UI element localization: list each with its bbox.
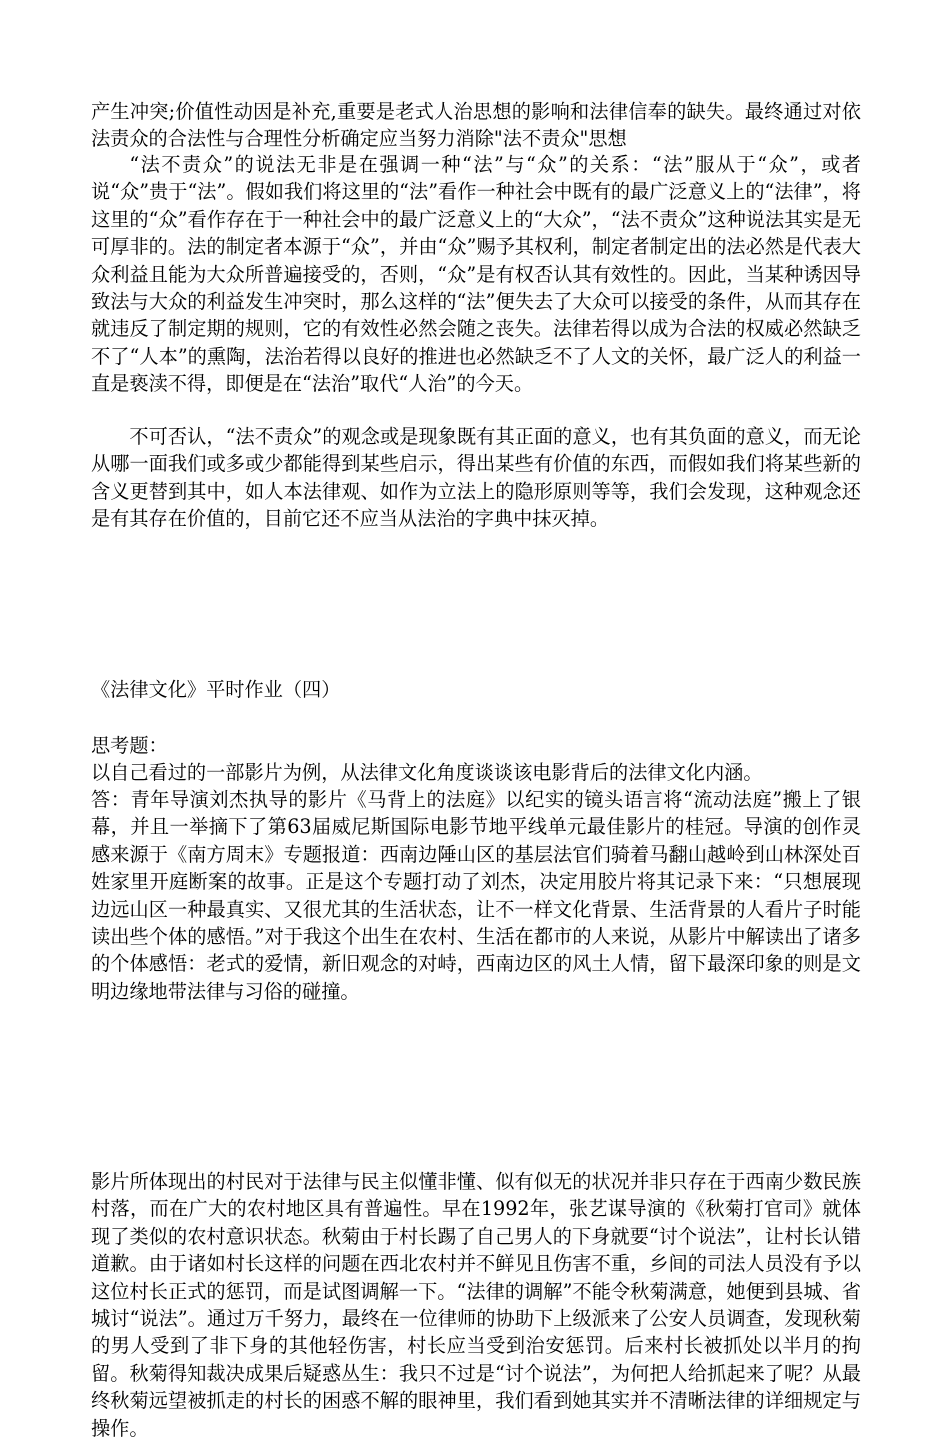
paragraph-conclusion: 不可否认，“法不责众”的观念或是现象既有其正面的意义，也有其负面的意义，而无论从哪一面我们或多或少都能得到某些启示，得出某些有价值的东西，而假如我们将某些新的含义更替到其中，如人本法律观、如作为立法上的隐形原则等等，我们会发现，这种观念还是有其存在价值的，目前它还不应当从法治的字典中抹灭掉。 (91, 425, 861, 531)
paragraph-qiuju-case: 影片所体现出的村民对于法律与民主似懂非懂、似有似无的状况并非只存在于西南少数民族村落，而在广大的农村地区具有普遍性。早在1992年，张艺谋导演的《秋菊打官司》就体现了类似的农村意识状态。秋菊由于村长踢了自己男人的下身就要“讨个说法”，让村长认错道歉。由于诸如村长这样的问题在西北农村并不鲜见且伤害不重，乡间的司法人员没有予以这位村长正式的惩罚，而是试图调解一下。“法律的调解”不能令秋菊满意，她便到县城、省城讨“说法”。通过万千努力，最终在一位律师的协助下上级派来了公安人员调查，发现秋菊的男人受到了非下身的其他轻伤害，村长应当受到治安惩罚。后来村长被抓处以半月的拘留。秋菊得知裁决成果后疑惑丛生：我只不过是“讨个说法”，为何把人给抓起来了呢？从最终秋菊远望被抓走的村长的困惑不解的眼神里，我们看到她其实并不清晰法律的详细规定与操作。 (91, 1170, 861, 1440)
intro-paragraph: 产生冲突;价值性动因是补充,重要是老式人治思想的影响和法律信奉的缺失。最终通过对依法责众的合法性与合理性分析确定应当努力消除"法不责众"思想 (91, 100, 861, 151)
question-text: 以自己看过的一部影片为例，从法律文化角度谈谈该电影背后的法律文化内涵。 (91, 761, 763, 784)
answer-paragraph: 答：青年导演刘杰执导的影片《马背上的法庭》以纪实的镜头语言将“流动法庭”搬上了银幕，并且一举摘下了第63届威尼斯国际电影节地平线单元最佳影片的桂冠。导演的创作灵感来源于《南方周末》专题报道：西南边陲山区的基层法官们骑着马翻山越岭到山林深处百姓家里开庭断案的故事。正是这个专题打动了刘杰，决定用胶片将其记录下来：“只想展现边远山区一种最真实、又很尤其的生活状态，让不一样文化背景、生活背景的人看片子时能读出些个体的感悟。”对于我这个出生在农村、生活在都市的人来说，从影片中解读出了诸多的个体感悟：老式的爱情，新旧观念的对峙，西南边区的风土人情，留下最深印象的则是文明边缘地带法律与习俗的碰撞。 (91, 788, 861, 1003)
assignment-heading: 《法律文化》平时作业（四） (91, 678, 341, 701)
paragraph-law-vs-masses: “法不责众”的说法无非是在强调一种“法”与“众”的关系：“法”服从于“众”，或者说“众”贵于“法”。假如我们将这里的“法”看作一种社会中既有的最广泛意义上的“法律”，将这里的“众”看作存在于一种社会中的最广泛意义上的“大众”，“法不责众”这种说法其实是无可厚非的。法的制定者本源于“众”，并由“众”赐予其权利，制定者制定出的法必然是代表大众利益且能为大众所普遍接受的，否则，“众”是有权否认其有效性的。因此，当某种诱因导致法与大众的利益发生冲突时，那么这样的“法”便失去了大众可以接受的条件，从而其存在就违反了制定期的规则，它的有效性必然会随之丧失。法律若得以成为合法的权威必然缺乏不了“人本”的熏陶，法治若得以良好的推进也必然缺乏不了人文的关怀，最广泛人的利益一直是亵渎不得，即便是在“法治”取代“人治”的今天。 (91, 153, 861, 396)
question-label: 思考题： (91, 734, 168, 757)
